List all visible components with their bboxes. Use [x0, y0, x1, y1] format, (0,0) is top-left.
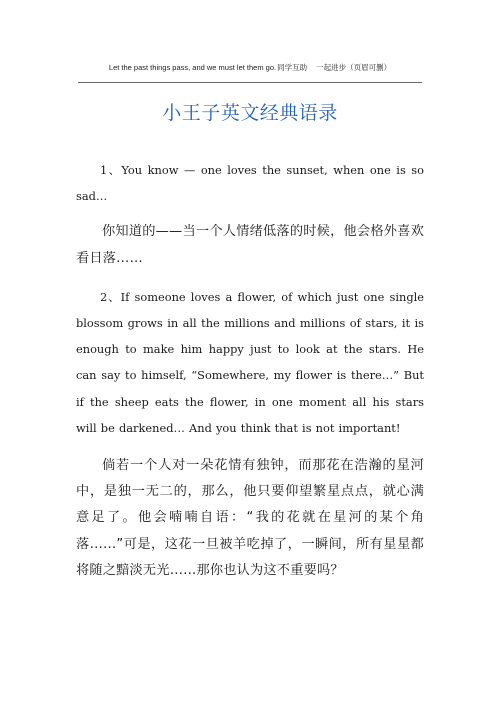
header-divider: [78, 82, 422, 83]
quote-1-english: 1、You know — one loves the sunset, when one is so sad…: [76, 163, 424, 204]
quote-1-chinese: 你知道的——当一个人情绪低落的时候，他会格外喜欢看日落……: [76, 224, 424, 266]
quote-2-english: 2、If someone loves a flower, of which just one single blossom grows in all the millions and millions of stars, it is enough to make him happy just to look at the stars. He can say to himself, “Somewhere, my flower is there…” But if the sheep eats the flower, in one moment all his stars will be darkened… And you think that is not important!: [76, 289, 424, 435]
header-english-text: Let the past things pass, and we must let them go.: [108, 63, 277, 72]
document-body: [76, 157, 424, 584]
header-chinese-text: 同学互助: [277, 63, 308, 72]
page-header: [78, 62, 422, 74]
document-title: 小王子英文经典语录: [162, 102, 338, 124]
header-chinese-note: 一起进步（页眉可删）: [316, 63, 392, 72]
quote-2-chinese: 倘若一个人对一朵花情有独钟，而那花在浩瀚的星河中，是独一无二的，那么，他只要仰望繁星点点，就心满意足了。他会喃喃自语：“我的花就在星河的某个角落……”可是，这花一旦被羊吃掉了，一瞬间，所有星星都将随之黯淡无光……那你也认为这不重要吗？: [76, 458, 424, 578]
